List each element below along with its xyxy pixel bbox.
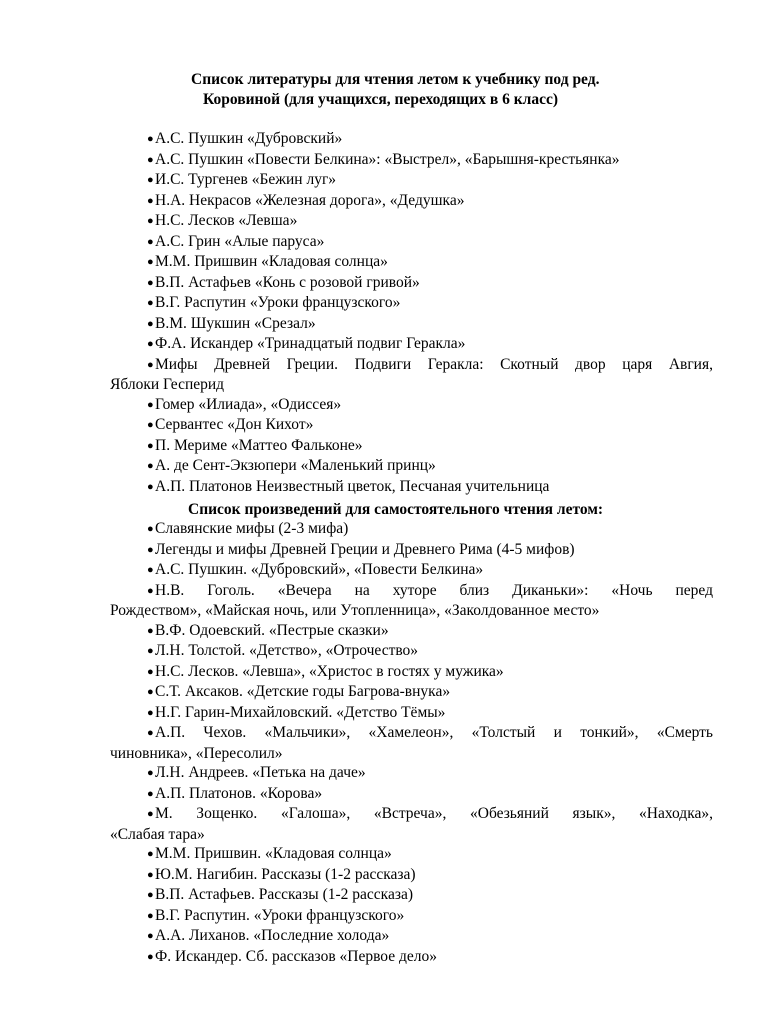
bullet-icon: ● [147, 665, 154, 678]
bullet-icon: ● [147, 808, 154, 820]
list-item: ●М.М. Пришвин. «Кладовая солнца» [110, 844, 713, 865]
bullet-icon: ● [147, 950, 154, 963]
list-item: ●Л.Н. Андреев. «Петька на даче» [110, 763, 713, 784]
bullet-icon: ● [147, 584, 154, 597]
bullet-icon: ● [147, 909, 154, 922]
list-item: ●А.П. Платонов Неизвестный цветок, Песчаная учительница [110, 477, 713, 498]
bullet-icon: ● [147, 686, 154, 698]
list-item: ●Легенды и мифы Древней Греции и Древнего Рима (4-5 мифов) [110, 540, 713, 561]
bullet-icon: ● [147, 133, 154, 145]
bullet-icon: ● [147, 645, 154, 657]
list-item: ●В.М. Шукшин «Срезал» [110, 314, 713, 335]
bullet-icon: ● [147, 767, 154, 779]
list-item: ●Н.В. Гоголь. «Вечера на хуторе близ Диканьки»: «Ночь перед Рождеством», «Майская ночь, или Утопленница», «Заколдованное место» [110, 581, 713, 619]
list-item: ●В.П. Астафьев. Рассказы (1-2 рассказа) [110, 885, 713, 906]
bullet-icon: ● [147, 419, 154, 431]
list-item: ●В.Г. Распутин. «Уроки французского» [110, 906, 713, 927]
list-item: ●В.П. Астафьев «Конь с розовой гривой» [110, 273, 713, 294]
list-item: ●Гомер «Илиада», «Одиссея» [110, 395, 713, 416]
independent-reading-title: Список произведений для самостоятельного чтения летом: [188, 501, 604, 518]
bullet-icon: ● [147, 215, 154, 227]
bullet-icon: ● [147, 153, 154, 166]
list-item: ●И.С. Тургенев «Бежин луг» [110, 170, 713, 191]
list-item: ●Н.С. Лесков «Левша» [110, 211, 713, 232]
list-item: ●Славянские мифы (2-3 мифа) [110, 519, 713, 540]
bullet-icon: ● [147, 235, 154, 248]
bullet-icon: ● [147, 727, 154, 739]
bullet-icon: ● [147, 297, 154, 309]
bullet-icon: ● [147, 930, 154, 942]
list-item: ●А.С. Пушкин «Дубровский» [110, 129, 713, 150]
list-item: ●Сервантес «Дон Кихот» [110, 415, 713, 436]
bullet-icon: ● [147, 317, 154, 330]
list-item: ●Мифы Древней Греции. Подвиги Геракла: Скотный двор царя Авгия, Яблоки Гесперид [110, 355, 713, 393]
bullet-icon: ● [147, 174, 154, 186]
list-item: ●С.Т. Аксаков. «Детские годы Багрова-внука» [110, 682, 713, 703]
bullet-icon: ● [147, 868, 154, 881]
bullet-icon: ● [147, 276, 154, 289]
bullet-icon: ● [147, 256, 154, 268]
list-item: ●Ф.А. Искандер «Тринадцатый подвиг Геракла» [110, 334, 713, 355]
list-item: ●Н.С. Лесков. «Левша», «Христос в гостях у мужика» [110, 662, 713, 683]
list-item: ●М. Зощенко. «Галоша», «Встреча», «Обезьяний язык», «Находка», «Слабая тара» [110, 805, 713, 843]
summer-reading-list [110, 129, 713, 497]
bullet-icon: ● [147, 480, 154, 493]
independent-reading-list [110, 519, 713, 967]
bullet-icon: ● [147, 398, 154, 411]
list-item: ●Н.Г. Гарин-Михайловский. «Детство Тёмы» [110, 703, 713, 724]
reading-list-title-line-1: Список литературы для чтения летом к учебнику под ред. [191, 71, 600, 88]
bullet-icon: ● [147, 889, 154, 901]
bullet-icon: ● [147, 358, 154, 371]
bullet-icon: ● [147, 848, 154, 860]
bullet-icon: ● [147, 624, 154, 637]
bullet-icon: ● [147, 564, 154, 576]
list-item: ●Л.Н. Толстой. «Детство», «Отрочество» [110, 641, 713, 662]
list-item: ●Ф. Искандер. Сб. рассказов «Первое дело» [110, 947, 713, 968]
bullet-icon: ● [147, 787, 154, 800]
list-item: ●Ю.М. Нагибин. Рассказы (1-2 рассказа) [110, 865, 713, 886]
bullet-icon: ● [147, 523, 154, 535]
bullet-icon: ● [147, 706, 154, 719]
list-item: ●Н.А. Некрасов «Железная дорога», «Дедушка» [110, 191, 713, 212]
list-item: ●А.П. Чехов. «Мальчики», «Хамелеон», «Толстый и тонкий», «Смерть чиновника», «Пересолил» [110, 724, 713, 762]
list-item: ●А.А. Лиханов. «Последние холода» [110, 926, 713, 947]
bullet-icon: ● [147, 543, 154, 556]
list-item: ●А.С. Пушкин. «Дубровский», «Повести Белкина» [110, 560, 713, 581]
bullet-icon: ● [147, 194, 154, 207]
list-item: ●В.Г. Распутин «Уроки французского» [110, 293, 713, 314]
list-item: ●А.С. Пушкин «Повести Белкина»: «Выстрел», «Барышня-крестьянка» [110, 150, 713, 171]
list-item: ●А.П. Платонов. «Корова» [110, 784, 713, 805]
list-item: ●А.С. Грин «Алые паруса» [110, 232, 713, 253]
list-item: ●А. де Сент-Экзюпери «Маленький принц» [110, 456, 713, 477]
bullet-icon: ● [147, 338, 154, 350]
list-item: ●М.М. Пришвин «Кладовая солнца» [110, 252, 713, 273]
reading-list-title-line-2: Коровиной (для учащихся, переходящих в 6 класс) [203, 91, 559, 108]
bullet-icon: ● [147, 460, 154, 472]
list-item: ●П. Мериме «Маттео Фальконе» [110, 436, 713, 457]
bullet-icon: ● [147, 439, 154, 452]
list-item: ●В.Ф. Одоевский. «Пестрые сказки» [110, 621, 713, 642]
